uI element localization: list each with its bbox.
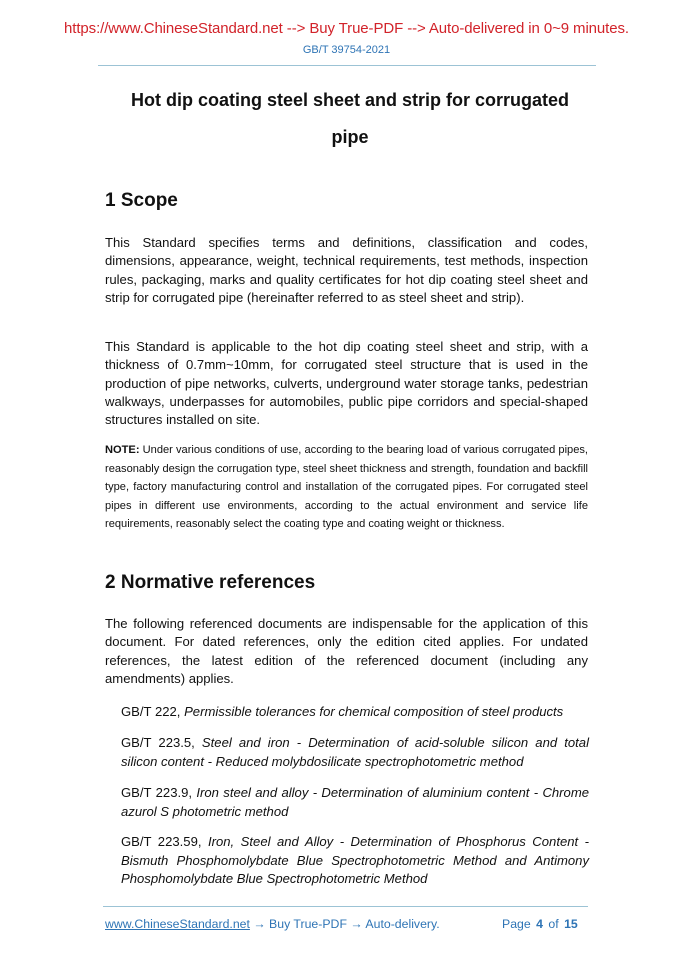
footer-tagline: → Buy True-PDF → Auto-delivery. (249, 917, 440, 931)
section-heading-normative-references: 2 Normative references (105, 572, 316, 593)
page-label: Page (502, 917, 531, 931)
normative-references-intro: The following referenced documents are indispensable for the application of this document. For dated references, only the edition cited applies. For undated references, the latest edition of the referenced document (including any amendments) applies. (105, 616, 588, 686)
document-title-line1: Hot dip coating steel sheet and strip for corrugated (130, 90, 570, 110)
footer-promo (105, 917, 440, 931)
reference-title: Iron, Steel and Alloy - Determination of Phosphorus Content - Bismuth Phosphomolybdate Blue Spectrophotometric Method and Antimony Phosphomolybdate Blue Spectrophotometric Method (121, 834, 590, 886)
scope-paragraph-2: This Standard is applicable to the hot dip coating steel sheet and strip, with a thickness of 0.7mm~10mm, for corrugated steel structure that is used in the production of pipe networks, culverts, underground water storage tanks, pedestrian walkways, underpasses for automobiles, public pipe corridors and special-shaped structures installed on site. (105, 339, 588, 428)
reference-title: Iron steel and alloy - Determination of aluminium content - Chrome azurol S photometric method (121, 785, 590, 819)
note-text: Under various conditions of use, according to the bearing load of various corrugated pipes, reasonably design the corrugation type, steel sheet thickness and strength, foundation and backfill type, factory manufacturing control and installation of the corrugated pipes. For corrugated steel pipes in different use environments, according to the actual environment and service life requirements, reasonably select the coating type and coating weight or thickness. (105, 444, 588, 531)
reference-item (121, 734, 589, 771)
reference-item (121, 784, 589, 821)
top-banner[interactable]: https://www.ChineseStandard.net --> Buy True-PDF --> Auto-delivered in 0~9 minutes. (64, 20, 629, 37)
document-title-line2: pipe (331, 127, 369, 147)
header-divider (98, 65, 596, 66)
reference-code: GB/T 223.9, (121, 785, 197, 800)
standard-code: GB/T 39754-2021 (302, 44, 391, 56)
reference-code: GB/T 222, (121, 704, 185, 719)
page-total: 15 (564, 917, 578, 931)
page-indicator (502, 917, 578, 931)
section-heading-scope: 1 Scope (105, 190, 178, 211)
reference-code: GB/T 223.59, (121, 834, 208, 849)
footer-site-link[interactable]: www.ChineseStandard.net (105, 917, 250, 931)
footer-divider (103, 906, 588, 907)
scope-note (105, 441, 588, 534)
reference-title: Permissible tolerances for chemical composition of steel products (184, 704, 564, 719)
reference-item (121, 703, 589, 722)
note-label: NOTE: (105, 444, 140, 456)
reference-code: GB/T 223.5, (121, 735, 202, 750)
scope-paragraph-1: This Standard specifies terms and definitions, classification and codes, dimensions, appearance, weight, technical requirements, test methods, inspection rules, packaging, marks and quality certificates for hot dip coating steel sheet and strip for corrugated pipe (hereinafter referred to as steel sheet and strip). (105, 235, 588, 305)
page-of: of (548, 917, 559, 931)
reference-item (121, 833, 589, 889)
page-current: 4 (536, 917, 543, 931)
reference-title: Steel and iron - Determination of acid-soluble silicon and total silicon content - Reduced molybdosilicate spectrophotometric method (121, 735, 589, 769)
